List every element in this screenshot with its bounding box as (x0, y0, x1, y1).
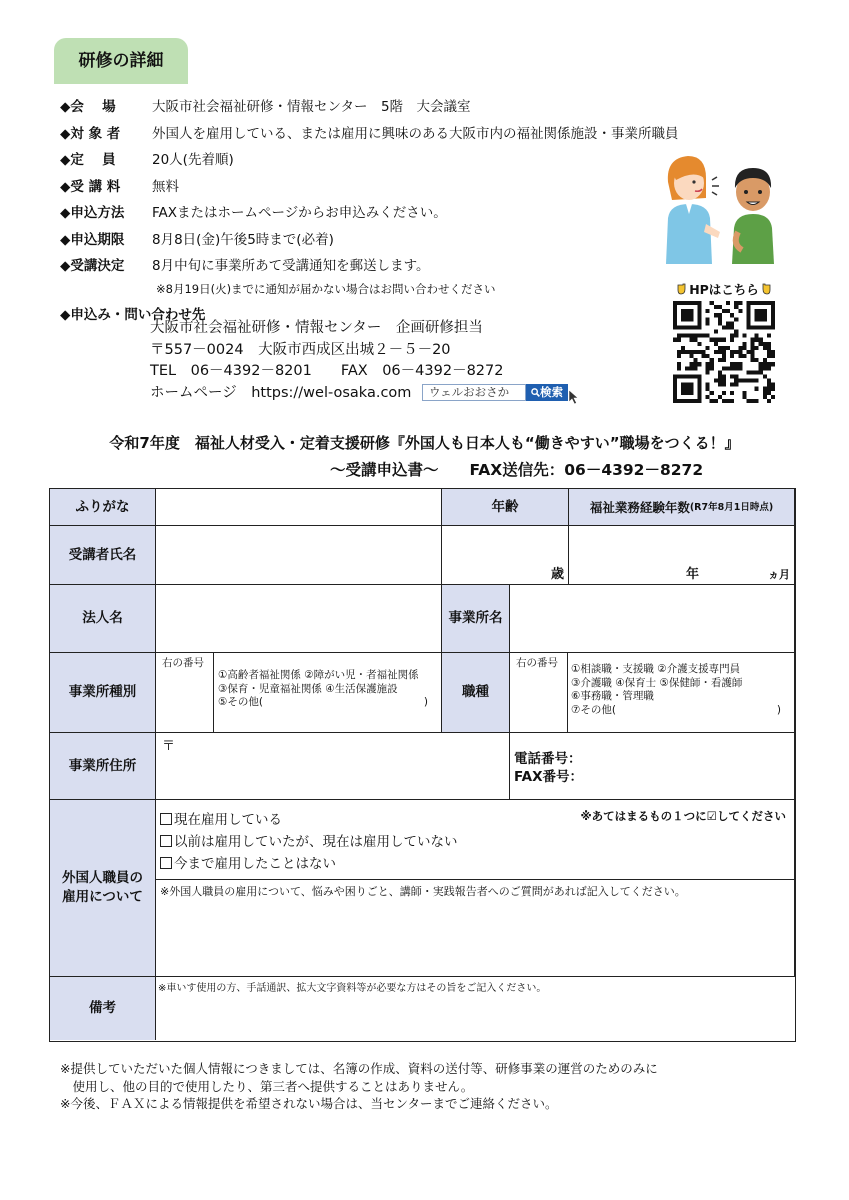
job-label: 職種 (442, 653, 510, 733)
experience-label: 福祉業務経験年数 (R7年8月1日時点) (569, 489, 795, 526)
furigana-label: ふりがな (50, 489, 156, 526)
age-unit: 歳 (550, 567, 564, 582)
job-options: ①相談職・支援職 ②介護支援専門員 ③介護職 ④保育士 ⑤保健師・看護師 ⑥事務職・管理職 ⑦その他( ) (568, 653, 795, 733)
corp-label: 法人名 (50, 585, 156, 653)
furigana-field[interactable] (156, 489, 442, 526)
pointing-hand-icon (759, 283, 771, 295)
checkbox-icon[interactable] (160, 835, 172, 847)
office-name-label: 事業所名 (442, 585, 510, 653)
employment-status-group (156, 800, 795, 880)
remarks-note: ※車いす使用の方、手話通訳、拡大文字資料等が必要な方はその旨をご記入ください。 (158, 983, 547, 994)
contact-phones: TEL 06－4392－8201 FAX 06－4392－8272 (150, 363, 504, 379)
course-details (60, 92, 680, 326)
people-talking-illustration (662, 152, 780, 264)
job-number-field[interactable] (510, 653, 568, 733)
qr-caption: HPはこちら (668, 280, 780, 300)
office-type-number-field[interactable] (156, 653, 214, 733)
age-field[interactable] (442, 526, 569, 585)
qr-code[interactable] (673, 301, 775, 403)
check-option-past[interactable]: 以前は雇用していたが、現在は雇用していない (160, 831, 458, 853)
detail-venue: ◆会 場 大阪市社会福祉研修・情報センター 5階 大会議室 (60, 99, 471, 116)
search-box[interactable]: ウェルおおさか (422, 384, 526, 401)
phone-label: 電話番号： (514, 751, 582, 767)
remarks-label: 備考 (50, 977, 156, 1040)
corp-field[interactable] (156, 585, 442, 653)
office-type-number-label: 右の番号 (162, 657, 204, 669)
search-icon (531, 388, 540, 397)
month-unit: ヵ月 (768, 568, 790, 581)
office-name-field[interactable] (510, 585, 795, 653)
year-unit: 年 (686, 567, 700, 582)
cursor-icon (568, 389, 580, 405)
search-button[interactable]: 検索 (526, 384, 568, 401)
check-option-never[interactable]: 今まで雇用したことはない (160, 853, 458, 875)
pointing-hand-icon (677, 283, 689, 295)
section-title: 研修の詳細 (54, 38, 188, 84)
name-label: 受講者氏名 (50, 526, 156, 585)
remarks-field[interactable] (156, 977, 795, 1040)
checkbox-icon[interactable] (160, 813, 172, 825)
application-form (49, 488, 796, 1042)
fax-label: FAX番号： (514, 769, 584, 785)
contact-homepage: ホームページ https://wel-osaka.com ウェルおおさか 検索 (150, 383, 580, 405)
detail-deadline: ◆申込期限 8月8日(金)午後5時まで(必着) (60, 231, 334, 248)
contact-address: 〒557－0024 大阪市西成区出城２－５－20 (150, 341, 451, 358)
age-label: 年齢 (442, 489, 569, 526)
contact-label: ◆申込み・問い合わせ先 (60, 306, 206, 323)
privacy-notice: ※提供していただいた個人情報につきましては、名簿の作成、資料の送付等、研修事業の運営のためのみに 使用し、他の目的で使用したり、第三者へ提供することはありません。 ※今後、ＦＡＸによる情報提供を希望されない場合は、当センターまでご連絡ください。 (60, 1061, 658, 1111)
decision-note: ※8月19日(火)までに通知が届かない場合はお問い合わせください (156, 281, 496, 296)
form-subtitle: ～受講申込書～ FAX送信先：06－4392－8272 (330, 461, 704, 479)
experience-field[interactable] (569, 526, 795, 585)
detail-capacity: ◆定 員 20人(先着順) (60, 152, 234, 169)
checkbox-icon[interactable] (160, 857, 172, 869)
address-label: 事業所住所 (50, 733, 156, 800)
contact-org: 大阪市社会福祉研修・情報センター 企画研修担当 (150, 320, 483, 336)
job-number-label: 右の番号 (516, 657, 558, 669)
contact-number-field[interactable] (510, 733, 795, 800)
form-title: 令和7年度 福祉人材受入・定着支援研修『外国人も日本人も“働きやすい”職場をつくる！』 (109, 434, 740, 452)
detail-target: ◆対 象 者 外国人を雇用している、または雇用に興味のある大阪市内の福祉関係施設・事業所職員 (60, 125, 679, 142)
question-note: ※外国人職員の雇用について、悩みや困りごと、講師・実践報告者へのご質問があれば記入してください。 (160, 885, 686, 898)
question-field[interactable] (156, 880, 795, 977)
detail-method: ◆申込方法 FAXまたはホームページからお申込みください。 (60, 205, 447, 222)
name-field[interactable] (156, 526, 442, 585)
detail-decision: ◆受講決定 8月中旬に事業所あて受講通知を郵送します。 (60, 258, 430, 275)
contact-info (150, 318, 580, 405)
detail-fee: ◆受 講 料 無料 (60, 178, 179, 195)
check-note: ※あてはまるもの１つに☑してください (580, 809, 786, 823)
foreign-staff-label: 外国人職員の 雇用について (50, 800, 156, 977)
address-field[interactable] (156, 733, 510, 800)
office-type-options: ①高齢者福祉関係 ②障がい児・者福祉関係 ③保育・児童福祉関係 ④生活保護施設 ⑤その他( ) (214, 653, 442, 733)
check-option-current[interactable]: 現在雇用している (160, 809, 458, 831)
postal-mark: 〒 (162, 739, 176, 754)
office-type-label: 事業所種別 (50, 653, 156, 733)
